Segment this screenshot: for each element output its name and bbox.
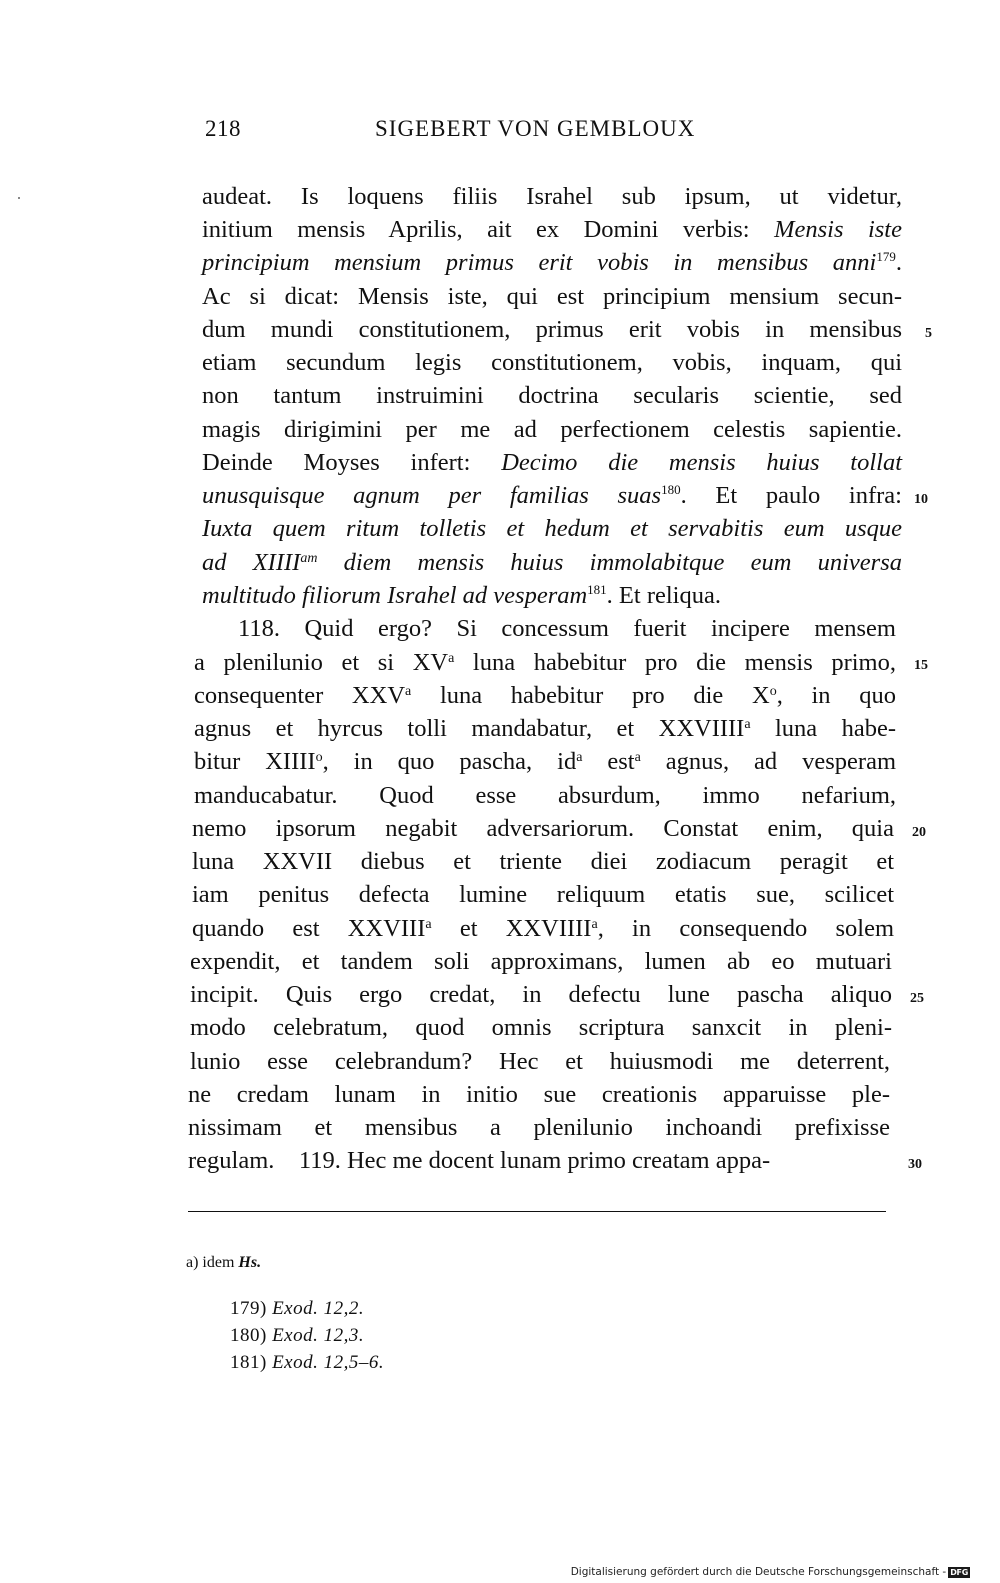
text-line-25: incipit. Quis ergo credat, in defectu lune pascha aliquo: [190, 981, 892, 1008]
text-line-14: 118. Quid ergo? Si concessum fuerit incipere mensem: [238, 615, 896, 642]
line-number-20: 20: [912, 825, 926, 840]
text-line-22: iam penitus defecta lumine reliquum etatis sue, scilicet: [192, 881, 894, 908]
text-line-1: audeat. Is loquens filiis Israhel sub ipsum, ut videtur,: [202, 183, 902, 210]
text-line-3: principium mensium primus erit vobis in mensibus anni$^{179}$.: [202, 249, 902, 276]
footnote-181: 181) Exod. 12,5–6.: [230, 1352, 385, 1373]
text-line-17: agnus et hyrcus tolli mandabatur, et XXVIIII$^a$ luna habe-: [194, 715, 896, 742]
text-line-20: nemo ipsorum negabit adversariorum. Constat enim, quia: [192, 815, 894, 842]
text-line-13: multitudo filiorum Israhel ad vesperam$^{181}$. Et reliqua.: [202, 582, 721, 609]
page-number: 218: [205, 116, 241, 141]
line-number-10: 10: [914, 492, 928, 507]
text-line-28: ne credam lunam in initio sue creationis apparuisse ple-: [188, 1081, 890, 1108]
text-line-18: bitur XIIII$^o$, in quo pascha, $id^a$ est$^a$ agnus, ad vesperam: [194, 748, 897, 775]
text-line-15: a plenilunio et si $XV^a$ luna habebitur pro die mensis primo,: [194, 649, 896, 676]
scan-speck: [18, 197, 20, 199]
page-header: [205, 116, 905, 152]
text-line-9: Deinde Moyses infert: Decimo die mensis huius tollat: [202, 449, 903, 476]
footnote-ref-180: 180: [661, 482, 681, 497]
text-line-21: luna XXVII diebus et triente diei zodiacum peragit et: [192, 848, 894, 875]
line-number-30: 30: [908, 1157, 922, 1172]
line-number-25: 25: [910, 991, 924, 1006]
text-line-19: manducabatur. Quod esse absurdum, immo nefarium,: [194, 782, 896, 809]
digitization-credit: Digitalisierung gefördert durch die Deutsche Forschungsgemeinschaft - DFG: [570, 1566, 968, 1578]
text-line-4: Ac si dicat: Mensis iste, qui est principium mensium secun-: [202, 283, 902, 310]
apparatus-note: a) idem Hs.: [186, 1254, 262, 1271]
running-title: SIGEBERT VON GEMBLOUX: [375, 116, 696, 141]
text-line-24: expendit, et tandem soli approximans, lumen ab eo mutuari: [190, 948, 892, 975]
text-line-2: initium mensis Aprilis, ait ex Domini verbis: Mensis iste: [202, 216, 902, 243]
dfg-logo: DFG: [950, 1567, 968, 1577]
text-line-8: magis dirigimini per me ad perfectionem celestis sapientie.: [202, 416, 902, 443]
text-line-12: ad $XIIII^{am}$ diem mensis huius immolabitque eum universa: [202, 549, 902, 576]
footnote-180: 180) Exod. 12,3.: [230, 1325, 365, 1346]
text-line-5: dum mundi constitutionem, primus erit vobis in mensibus: [202, 316, 902, 343]
footnote-ref-179: 179: [876, 249, 896, 264]
text-line-23: quando est XXVIII$^a$ et XXVIIII$^a$, in consequendo solem: [192, 915, 894, 942]
text-line-7: non tantum instruimini doctrina secularis scientie, sed: [202, 382, 902, 409]
footnote-rule: [188, 1211, 886, 1212]
text-line-27: lunio esse celebrandum? Hec et huiusmodi me deterrent,: [190, 1048, 890, 1075]
text-line-11: Iuxta quem ritum tolletis et hedum et servabitis eum usque: [202, 515, 902, 542]
text-line-6: etiam secundum legis constitutionem, vobis, inquam, qui: [202, 349, 902, 376]
text-line-30: regulam. 119. Hec me docent lunam primo creatam appa-: [188, 1147, 771, 1174]
text-line-10: unusquisque agnum per familias suas$^{180}$. Et paulo infra:: [202, 482, 902, 509]
text-line-29: nissimam et mensibus a plenilunio inchoandi prefixisse: [188, 1114, 890, 1141]
footnote-179: 179) Exod. 12,2.: [230, 1298, 365, 1319]
line-number-15: 15: [914, 658, 928, 673]
text-line-16: consequenter XXV$^a$ luna habebitur pro die $X^o$, in quo: [194, 682, 896, 709]
text-line-26: modo celebratum, quod omnis scriptura sanxcit in pleni-: [190, 1014, 892, 1041]
line-number-5: 5: [925, 326, 932, 341]
footnote-ref-181: 181: [587, 582, 607, 597]
